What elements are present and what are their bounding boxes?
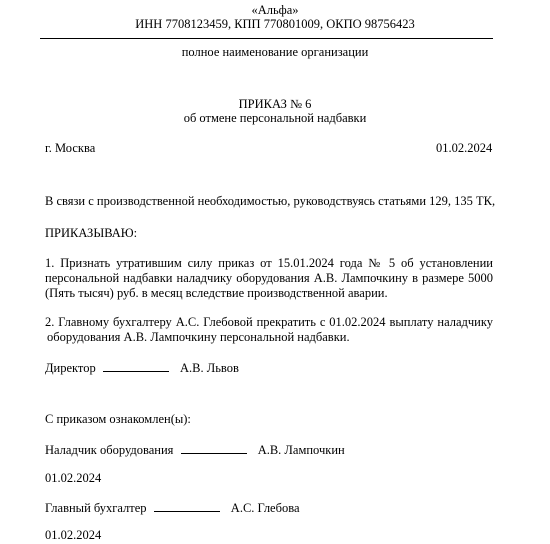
accountant-name: А.С. Глебова (230, 501, 300, 515)
order-date: 01.02.2024 (436, 141, 493, 155)
org-caption: полное наименование организации (181, 45, 369, 59)
order-title: ПРИКАЗ № 6 (238, 97, 312, 111)
technician-date: 01.02.2024 (45, 471, 102, 485)
director-title: Директор (45, 361, 96, 375)
technician-signature-blank (181, 442, 247, 454)
item1-line1: 1. Признать утратившим силу приказ от 15.01.2024 года № 5 об установлении (45, 256, 493, 270)
order-word: ПРИКАЗЫВАЮ: (45, 226, 138, 240)
accountant-signature-line (45, 500, 300, 516)
accountant-date: 01.02.2024 (45, 528, 102, 542)
preamble: В связи с производственной необходимостью, руководствуясь статьями 129, 135 ТК, (45, 194, 496, 208)
director-signature-line (45, 360, 239, 376)
item1-line3: (Пять тысяч) руб. в месяц вследствие производственной аварии. (45, 286, 388, 300)
technician-signature-line (45, 442, 345, 458)
org-name: «Альфа» (251, 3, 299, 17)
item2-line1: 2. Главному бухгалтеру А.С. Глебовой прекратить с 01.02.2024 выплату наладчику (45, 315, 493, 329)
acknowledged-label: С приказом ознакомлен(ы): (45, 412, 191, 426)
technician-name: А.В. Лампочкин (257, 443, 345, 457)
accountant-signature-blank (154, 500, 220, 512)
technician-title: Наладчик оборудования (45, 443, 174, 457)
item1-line2: персональной надбавки наладчику оборудования А.В. Лампочкину в размере 5000 (45, 271, 493, 285)
director-signature-blank (103, 360, 169, 372)
director-name: А.В. Львов (179, 361, 239, 375)
item2-line2: оборудования А.В. Лампочкину персональной надбавки. (47, 330, 350, 344)
org-codes: ИНН 7708123459, КПП 770801009, ОКПО 98756423 (135, 17, 415, 31)
accountant-title: Главный бухгалтер (45, 501, 147, 515)
org-underline (40, 38, 493, 39)
order-city: г. Москва (45, 141, 96, 155)
order-subtitle: об отмене персональной надбавки (183, 111, 367, 125)
